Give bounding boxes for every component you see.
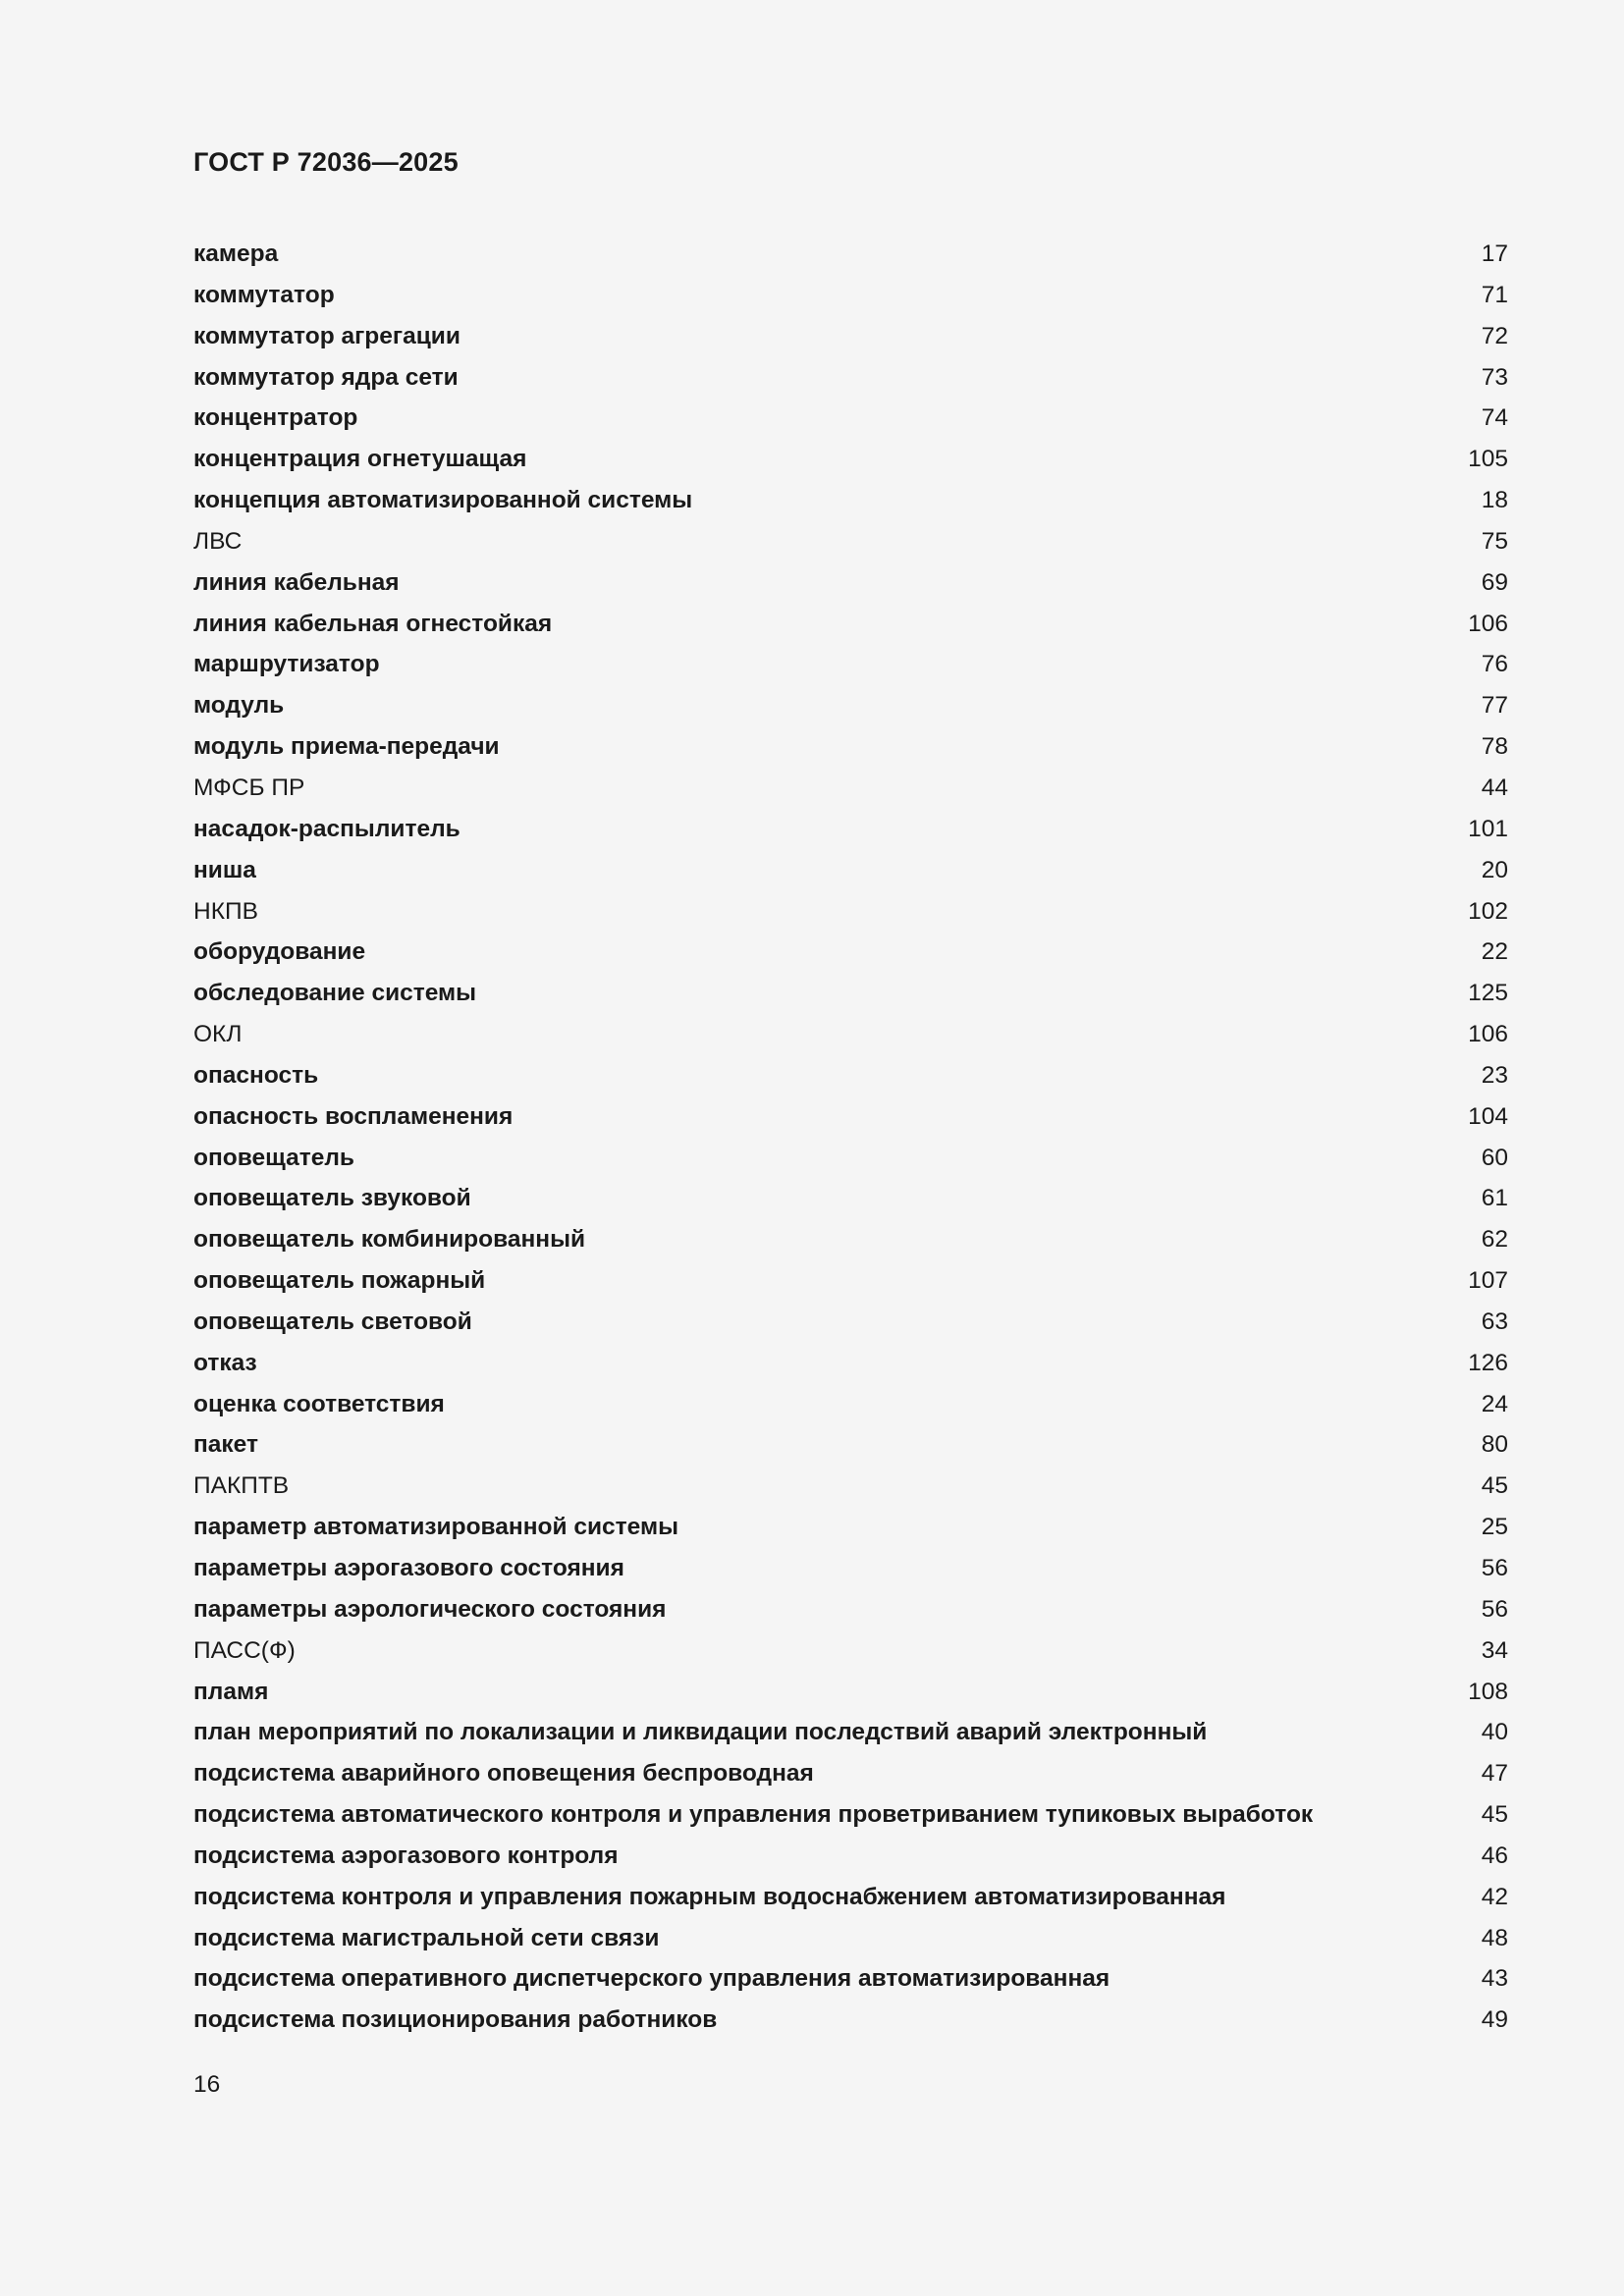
index-term: обследование системы (193, 980, 477, 1007)
index-entry (193, 1794, 1508, 1836)
index-page-number: 45 (1481, 1472, 1508, 1500)
index-page-number: 60 (1481, 1144, 1508, 1171)
index-term: отказ (193, 1349, 257, 1376)
index-term: ниша (193, 856, 256, 883)
index-term: линия кабельная (193, 568, 400, 596)
index-entry (193, 439, 1508, 480)
index-term: ОКЛ (193, 1021, 243, 1048)
index-entry (193, 891, 1508, 933)
index-term: подсистема автоматического контроля и управления проветриванием тупиковых выработок (193, 1801, 1314, 1829)
index-entry (193, 275, 1508, 316)
index-page-number: 102 (1468, 897, 1508, 925)
index-term: МФСБ ПР (193, 774, 305, 801)
index-term: подсистема контроля и управления пожарным водоснабжением автоматизированная (193, 1883, 1226, 1910)
index-term: НКПВ (193, 897, 258, 925)
index-term: коммутатор ядра сети (193, 363, 459, 391)
index-term: концентратор (193, 404, 358, 432)
index-term: оповещатель звуковой (193, 1185, 471, 1212)
index-page-number: 34 (1481, 1636, 1508, 1664)
index-term: модуль приема-передачи (193, 733, 500, 761)
index-term: оповещатель (193, 1144, 354, 1171)
index-term: ПАКПТВ (193, 1472, 290, 1500)
index-entry (193, 1466, 1508, 1507)
index-entry (193, 1753, 1508, 1794)
index-term: опасность (193, 1061, 319, 1089)
index-entry (193, 357, 1508, 399)
index-page-number: 62 (1481, 1226, 1508, 1254)
index-page-number: 106 (1468, 610, 1508, 637)
index-term: параметры аэрогазового состояния (193, 1555, 624, 1581)
index-term: подсистема аварийного оповещения беспроводная (193, 1760, 814, 1788)
index-page-number: 48 (1481, 1924, 1508, 1951)
index-entry (193, 1055, 1508, 1096)
index-term: пламя (193, 1678, 269, 1705)
index-term: модуль (193, 692, 285, 720)
index-page-number: 125 (1468, 980, 1508, 1007)
index-entry (193, 1424, 1508, 1466)
index-term: подсистема позиционирования работников (193, 2006, 718, 2034)
index-entry (193, 1672, 1508, 1713)
index-term: оповещатель пожарный (193, 1267, 486, 1295)
index-term: параметры аэрологического состояния (193, 1595, 667, 1623)
index-page-number: 42 (1481, 1883, 1508, 1910)
index-entry (193, 1548, 1508, 1589)
index-term: камера (193, 240, 279, 267)
index-entry (193, 1630, 1508, 1672)
index-term: коммутатор (193, 281, 335, 308)
index-entry (193, 234, 1508, 275)
index-page-number: 108 (1468, 1678, 1508, 1705)
index-page-number: 44 (1481, 774, 1508, 801)
index-page-number: 40 (1481, 1719, 1508, 1746)
index-page-number: 23 (1481, 1061, 1508, 1089)
index-term: оценка соответствия (193, 1390, 445, 1417)
index-entry (193, 1138, 1508, 1179)
index-entry (193, 562, 1508, 604)
index-page-number: 105 (1468, 446, 1508, 473)
index-page-number: 71 (1481, 281, 1508, 308)
index-entry (193, 973, 1508, 1014)
index-page-number: 20 (1481, 856, 1508, 883)
index-term: оповещатель комбинированный (193, 1226, 586, 1254)
index-entry (193, 2000, 1508, 2041)
index-entry (193, 521, 1508, 562)
index-entry (193, 1712, 1508, 1753)
index-page-number: 17 (1481, 240, 1508, 267)
index-entry (193, 685, 1508, 726)
index-entry (193, 398, 1508, 439)
index-entry (193, 1958, 1508, 2000)
index-term: линия кабельная огнестойкая (193, 610, 553, 637)
index-term: ПАСС(Ф) (193, 1636, 296, 1664)
index-page-number: 73 (1481, 363, 1508, 391)
index-term: концентрация огнетушащая (193, 446, 527, 473)
index-term: подсистема магистральной сети связи (193, 1924, 660, 1951)
index-page-number: 45 (1481, 1801, 1508, 1829)
index-term: пакет (193, 1431, 258, 1459)
index-page-number: 80 (1481, 1431, 1508, 1459)
index-entry (193, 1096, 1508, 1138)
index-term: коммутатор агрегации (193, 322, 460, 349)
index-entry (193, 809, 1508, 850)
index-page-number: 104 (1468, 1102, 1508, 1130)
index-page-number: 56 (1481, 1555, 1508, 1581)
index-term: насадок-распылитель (193, 815, 460, 842)
index-entry (193, 1877, 1508, 1918)
index-term: маршрутизатор (193, 651, 380, 678)
index-page-number: 74 (1481, 404, 1508, 432)
index-entry (193, 480, 1508, 521)
index-page-number: 22 (1481, 938, 1508, 966)
index-entry (193, 932, 1508, 973)
index-entry (193, 768, 1508, 809)
index-entry (193, 850, 1508, 891)
index-term: концепция автоматизированной системы (193, 487, 693, 514)
index-entry (193, 1219, 1508, 1260)
index-page-number: 61 (1481, 1185, 1508, 1212)
index-page-number: 75 (1481, 527, 1508, 555)
index-page-number: 49 (1481, 2006, 1508, 2034)
index-entry (193, 1178, 1508, 1219)
index-entry (193, 1589, 1508, 1630)
index-page-number: 78 (1481, 733, 1508, 761)
page-number: 16 (193, 2071, 221, 2098)
index-entry (193, 316, 1508, 357)
index-page-number: 106 (1468, 1021, 1508, 1048)
index-term: подсистема оперативного диспетчерского управления автоматизированная (193, 1965, 1110, 1993)
index-entry (193, 1302, 1508, 1343)
index-page-number: 77 (1481, 692, 1508, 720)
index-term: ЛВС (193, 527, 243, 555)
index-page-number: 69 (1481, 568, 1508, 596)
index-term: опасность воспламенения (193, 1102, 514, 1130)
index-entry (193, 604, 1508, 645)
index-entry (193, 1384, 1508, 1425)
index-page-number: 101 (1468, 815, 1508, 842)
index-page-number: 43 (1481, 1965, 1508, 1993)
index-page-number: 107 (1468, 1267, 1508, 1295)
index-entry (193, 1836, 1508, 1877)
index-term: оповещатель световой (193, 1308, 472, 1335)
document-header: ГОСТ Р 72036—2025 (193, 147, 459, 177)
index-entry (193, 726, 1508, 768)
index-page-number: 126 (1468, 1349, 1508, 1376)
index-entry (193, 644, 1508, 685)
index-page-number: 76 (1481, 651, 1508, 678)
alphabetical-index (193, 234, 1508, 2041)
index-entry (193, 1343, 1508, 1384)
index-page-number: 72 (1481, 322, 1508, 349)
index-term: оборудование (193, 938, 366, 966)
index-page-number: 18 (1481, 487, 1508, 514)
index-entry (193, 1014, 1508, 1055)
index-page-number: 25 (1481, 1514, 1508, 1541)
index-page-number: 46 (1481, 1842, 1508, 1869)
index-page-number: 24 (1481, 1390, 1508, 1417)
index-term: параметр автоматизированной системы (193, 1514, 679, 1541)
index-page-number: 47 (1481, 1760, 1508, 1788)
index-entry (193, 1918, 1508, 1959)
index-page-number: 63 (1481, 1308, 1508, 1335)
index-term: подсистема аэрогазового контроля (193, 1842, 619, 1869)
index-entry (193, 1260, 1508, 1302)
index-page-number: 56 (1481, 1595, 1508, 1623)
index-term: план мероприятий по локализации и ликвидации последствий аварий электронный (193, 1719, 1208, 1746)
index-entry (193, 1507, 1508, 1548)
